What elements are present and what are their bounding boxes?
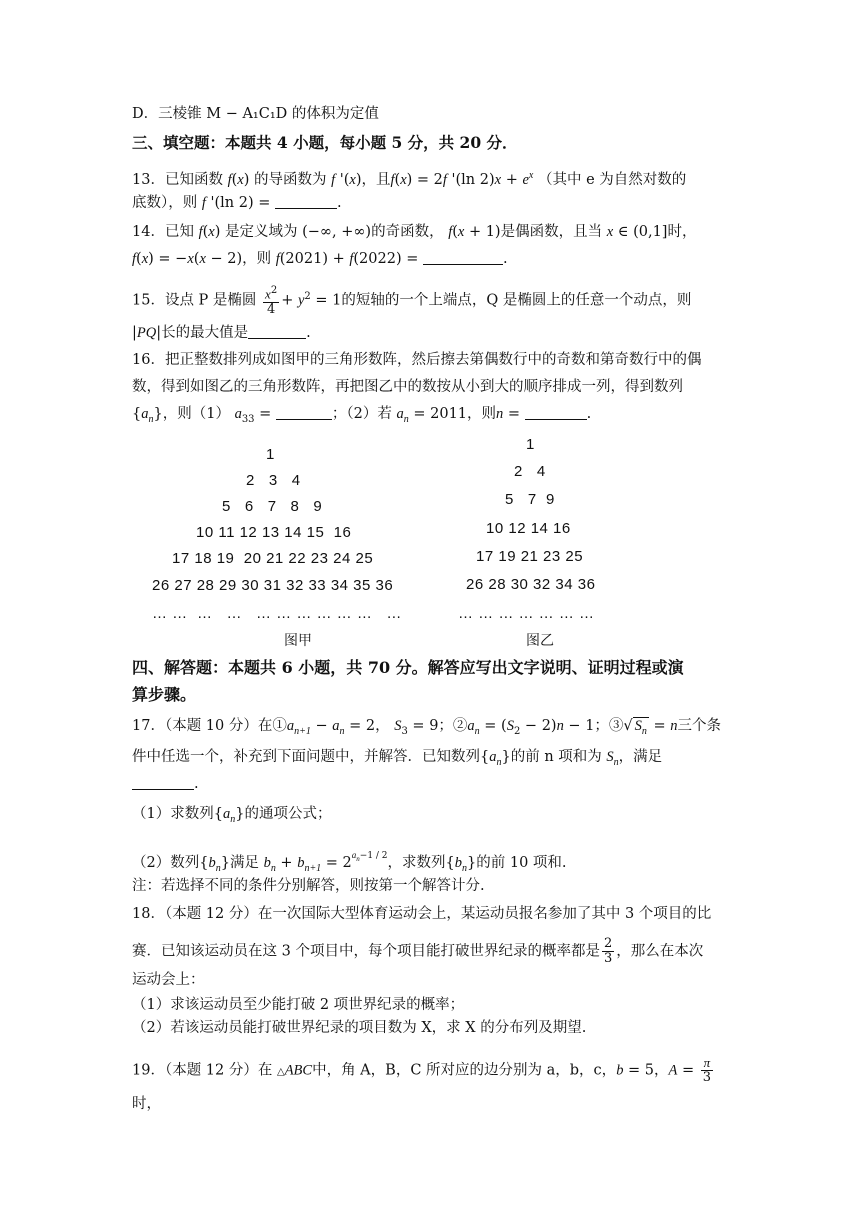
q16-text: 16．把正整数排列成如图甲的三角形数阵，然后擦去第偶数行中的奇数和第奇数行中的偶 (132, 352, 702, 368)
q16-line1 (132, 350, 732, 370)
q13-line1: 13．已知函数 f(x) 的导函数为 f '(x)，且f(x) = 2f '(ln $2)x + e^x$ （其中 e 为自然对数的 (132, 170, 687, 188)
q17-text: 件中任选一个，补充到下面问题中，并解答．已知数列 (132, 749, 480, 765)
q14-text: 是偶函数，且当 (500, 224, 603, 240)
q17-text: 17．（本题 10 分）在① (132, 718, 287, 734)
fig-a-caption: 图甲 (284, 633, 312, 649)
q17-part1: （1）求数列$\{a_n\}$的通项公式； (132, 806, 332, 825)
q18-text: （1）求该运动员至少能打破 2 项世界纪录的概率； (132, 997, 465, 1013)
q15-text: 长的最大值是 (161, 325, 249, 341)
q14-text: 时， (667, 224, 697, 240)
q18-line3 (132, 970, 732, 990)
q16-text: ；（2）若 (331, 406, 392, 422)
q15-text: 15．设点 P 是椭圆 (132, 292, 257, 309)
q19-fraction: $\frac{\pi}{3}$ (702, 1055, 712, 1085)
fig-a-row-5: 17 18 19 20 21 22 23 24 25 (172, 550, 374, 567)
q17-text: 的前 10 项和. (476, 855, 567, 871)
q17-text: ；② (438, 718, 468, 734)
q14-line1: 14．已知 f(x) 是定义域为 (−∞, +∞)的奇函数， f(x + 1)是偶函数，且当 x ∈ (0,1]时， (132, 224, 697, 240)
q15-line2: |PQ|长的最大值是 . (132, 325, 311, 341)
q16-period: . (586, 406, 592, 422)
q16-answer-blank-2[interactable] (525, 405, 587, 420)
q17-text: 的通项公式； (244, 806, 332, 822)
q17-line2: 件中任选一个，补充到下面问题中，并解答．已知数列$\{a_n\}$的前 n 项和为 $S_n$，满足 (132, 749, 663, 768)
q17-note (132, 876, 732, 896)
q13-text: 的导函数为 (253, 171, 327, 188)
q16-line2 (132, 377, 732, 397)
q17-period: . (194, 776, 199, 792)
q17-note-text: 注：若选择不同的条件分别解答，则按第一个解答计分. (132, 878, 485, 894)
q17-text: 满足 (229, 855, 259, 871)
section-4-heading-line2 (132, 685, 732, 705)
q18-text: 运动会上： (132, 972, 205, 988)
section-3-title: 三、填空题：本题共 4 小题，每小题 5 分，共 20 分． (132, 133, 518, 152)
fig-b-row-6: 26 28 30 32 34 36 (466, 576, 596, 593)
q16-answer-blank-1[interactable] (276, 405, 332, 420)
fig-a-row-4: 10 11 12 13 14 15 16 (196, 524, 352, 541)
fig-b-row-4: 10 12 14 16 (486, 520, 571, 537)
q15-fraction: $\frac{x^2}{4}$ (265, 285, 278, 318)
q18-text: ，那么在本次 (616, 943, 704, 960)
q17-text: （1）求数列 (132, 806, 214, 822)
fig-b-row-2: 2 4 (514, 463, 546, 480)
fig-a-row-3: 5 6 7 8 9 (222, 498, 323, 515)
q14-line2: f(x) = −x(x − 2)，则 f(2021) + f(2022) = . (132, 251, 508, 267)
section-4-title: 四、解答题：本题共 6 小题，共 70 分。解答应写出文字说明、证明过程或演 (132, 658, 684, 677)
q14-period: . (502, 251, 508, 267)
q17-text: ， (375, 718, 390, 734)
q14-text: 是定义域为 (224, 224, 298, 240)
q13-answer-blank[interactable] (275, 194, 337, 209)
q14-text: 的奇函数， (371, 224, 444, 240)
fig-a-row-7: … … … … … … … … … … … (152, 605, 402, 622)
q16-text: ，则 (467, 406, 497, 422)
q19-text: ， (654, 1062, 669, 1079)
option-d-text: D．三棱锥 M − A₁C₁D 的体积为定值 (132, 106, 379, 122)
q13-math-fprime: f (331, 171, 336, 188)
q17-condition-blank[interactable] (132, 775, 194, 790)
q15-period: . (306, 325, 311, 341)
q19-line1: 19．（本题 12 分）在 △ABC中，角 A，B，C 所对应的边分别为 a，b，c，b = 5，A = $\frac{\pi}{3}$ (132, 1055, 712, 1085)
q15-text: 的短轴的一个上端点，Q 是椭圆上的任意一个动点，则 (341, 292, 692, 309)
q17-text: ；③ (594, 718, 624, 734)
section-4-title-cont: 算步骤。 (132, 685, 197, 704)
q14-text: ，则 (242, 251, 272, 267)
q16-text: 数，得到如图乙的三角形数阵，再把图乙中的数按从小到大的顺序排成一列，得到数列 (132, 379, 683, 395)
q17-part2: （2）数列$\{b_n\}$满足 $b_n + b_{n+1} = 2^{a_n-1 / 2}$，求数列$\{b_n\}$的前 10 项和. (132, 850, 567, 874)
section-4-heading-line1 (132, 658, 732, 678)
fig-b-row-7: … … … … … … … (458, 605, 595, 622)
q13-text: 底数），则 (132, 195, 198, 211)
q17-text: ，求数列 (387, 855, 446, 871)
q17-text: 三个条 (677, 718, 722, 734)
fig-b-caption: 图乙 (526, 633, 554, 649)
q14-text: 14．已知 (132, 224, 194, 240)
q18-text: （2）若该运动员能打破世界纪录的项目数为 X，求 X 的分布列及期望. (132, 1020, 587, 1036)
q19-text: 19．（本题 12 分）在 (132, 1062, 273, 1079)
q17-line3 (132, 774, 732, 794)
q19-line2 (132, 1094, 732, 1114)
q13-text: 13．已知函数 (132, 171, 223, 188)
q13-text: （其中 e 为自然对数的 (537, 171, 687, 188)
q17-text: ，满足 (618, 749, 663, 765)
q13-line2: 底数），则 f '(ln 2) = . (132, 195, 342, 211)
q13-period: . (336, 195, 342, 211)
option-d (132, 104, 732, 124)
fig-b-row-5: 17 19 21 23 25 (476, 548, 584, 565)
fig-a-row-1: 1 (266, 446, 275, 463)
fig-a-row-2: 2 3 4 (246, 472, 301, 489)
q15-answer-blank[interactable] (248, 324, 306, 339)
q19-text: 中，角 A，B，C 所对应的边分别为 a，b，c， (312, 1062, 617, 1079)
fig-a-row-6: 26 27 28 29 30 31 32 33 34 35 36 (152, 577, 394, 594)
q16-text: ，则（1） (162, 406, 230, 422)
q17-line1: 17．（本题 10 分）在$①a_{n+1} - a_n = 2$， $S_3 = 9$；$②a_n = (S_2 - 2)n - 1$；③√ $S_n = n$三个条 (132, 718, 722, 737)
q18-part2 (132, 1018, 732, 1038)
q18-line2 (132, 937, 732, 966)
section-3-heading (132, 133, 732, 153)
q18-line1 (132, 904, 732, 924)
q17-text: （2）数列 (132, 855, 200, 871)
q17-text: 的前 n 项和为 (510, 749, 602, 765)
fig-b-row-3: 5 7 9 (505, 491, 555, 508)
q14-answer-blank[interactable] (423, 250, 503, 265)
q18-text: 赛．已知该运动员在这 3 个项目中，每个项目能打破世界纪录的概率都是 (132, 943, 600, 960)
q16-line3: $\{a_n\}$，则（1） $a_{33}$ = ；（2）若 $a_n = 2011$，则n = . (132, 406, 592, 425)
q13-math-fx: f (227, 171, 232, 188)
q13-text: ，且 (361, 171, 391, 188)
q18-fraction: $\frac{2}{3}$ (603, 936, 613, 966)
q19-text: 时， (132, 1096, 161, 1112)
q18-part1 (132, 995, 732, 1015)
q18-text: 18．（本题 12 分）在一次国际大型体育运动会上，某运动员报名参加了其中 3 个项目的比 (132, 906, 712, 922)
fig-b-row-1: 1 (526, 436, 535, 453)
q15-line1: 15．设点 P 是椭圆 $\frac{x^2}{4}$ + $y^2 = 1$的短轴的一个上端点，Q 是椭圆上的任意一个动点，则 (132, 285, 692, 318)
